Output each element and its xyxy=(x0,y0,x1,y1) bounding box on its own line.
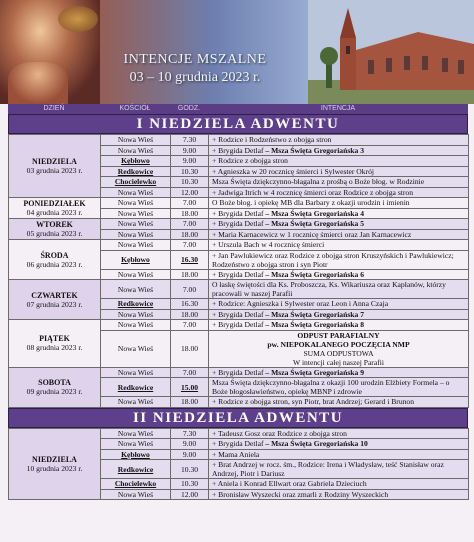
intention-cell: + Brygida Detlaf – Msza Święta Gregoriańska 10 xyxy=(209,439,469,450)
time-cell: 7.00 xyxy=(171,367,209,378)
intention-cell: + Jan Pawlukiewicz oraz Rodzice z obojga stron Kruszyńskich i Pawlukiewicz; Rodzeństwo z obojga stron i syn Piotr xyxy=(209,250,469,269)
day-cell xyxy=(9,320,101,368)
column-headers xyxy=(8,104,468,114)
table-row xyxy=(9,280,469,299)
day-name: NIEDZIELA xyxy=(32,454,77,464)
church-cell: Nowa Wieś xyxy=(101,367,171,378)
intention-cell: + Mama Aniela xyxy=(209,449,469,460)
gregorian-mass-label: – Msza Święta Gregoriańska 3 xyxy=(265,145,364,155)
day-cell xyxy=(9,428,101,500)
column-header-day: DZIEŃ xyxy=(43,105,65,112)
time-cell: 9.00 xyxy=(171,439,209,450)
intention-cell: + Jadwiga Itrich w 4 rocznicę śmierci oraz Rodzice z obojga stron xyxy=(209,187,469,198)
time-cell: 16.30 xyxy=(171,299,209,310)
church-cell: Nowa Wieś xyxy=(101,280,171,299)
column-header-church: KOŚCIÓŁ xyxy=(119,105,151,112)
church-cell: Nowa Wieś xyxy=(101,187,171,198)
intention-cell: O łaskę świętości dla Ks. Proboszcza, Ks. Wikariusza oraz Kapłanów, którzy pracowali w naszej Parafii xyxy=(209,280,469,299)
intention-cell: + Bronisław Wyszecki oraz zmarli z Rodziny Wyszeckich xyxy=(209,489,469,500)
intention-cell: + Rodzice z obojga stron, syn Piotr, brat Andrzej; Gerard i Brunon xyxy=(209,397,469,408)
church-cell: Nowa Wieś xyxy=(101,219,171,230)
time-cell: 9.00 xyxy=(171,145,209,156)
day-date: 06 grudnia 2023 r. xyxy=(26,259,83,269)
day-cell xyxy=(9,240,101,280)
church-cell: Nowa Wieś xyxy=(101,208,171,219)
intention-cell: + Brygida Detlaf – Msza Święta Gregoriańska 8 xyxy=(209,320,469,331)
church-cell: Nowa Wieś xyxy=(101,309,171,320)
intention-cell: + Aniela i Konrad Ellwart oraz Gabriela Dzieciuch xyxy=(209,479,469,490)
day-date: 05 grudnia 2023 r. xyxy=(26,229,83,238)
table-row xyxy=(9,428,469,439)
gregorian-mass-label: – Msza Święta Gregoriańska 7 xyxy=(265,309,364,319)
church-cell: Nowa Wieś xyxy=(101,145,171,156)
church-cell: Nowa Wieś xyxy=(101,229,171,240)
day-date: 07 grudnia 2023 r. xyxy=(26,299,83,309)
intention-cell: Msza Święta dziękczynno-błagalna z prośbą o Boże błog. w Rodzinie xyxy=(209,177,469,188)
time-cell: 7.00 xyxy=(171,198,209,209)
banner-date-range: 03 – 10 grudnia 2023 r. xyxy=(129,70,261,85)
time-cell: 18.00 xyxy=(171,330,209,367)
day-date: 03 grudnia 2023 r. xyxy=(26,166,83,175)
intention-line: pw. NIEPOKALANEGO POCZĘCIA NMP xyxy=(267,339,410,349)
intention-cell: + Brygida Detlaf – Msza Święta Gregoriańska 3 xyxy=(209,145,469,156)
church-cell: Redkowice xyxy=(101,166,171,177)
time-cell: 18.00 xyxy=(171,397,209,408)
church-cell: Chocielewko xyxy=(101,177,171,188)
intention-line: W intencji całej naszej Parafii xyxy=(293,357,384,367)
table-row xyxy=(9,240,469,251)
time-cell: 18.00 xyxy=(171,229,209,240)
day-cell xyxy=(9,198,101,219)
halo-decoration xyxy=(58,6,98,32)
time-cell: 10.30 xyxy=(171,460,209,479)
church-cell: Kębłowo xyxy=(101,449,171,460)
column-header-time: GODZ. xyxy=(177,105,201,112)
column-header-intention: INTENCJA xyxy=(320,105,356,112)
table-row xyxy=(9,320,469,331)
intention-cell: + Maria Karnacewicz w 1 rocznicę śmierci oraz Jan Karnacewicz xyxy=(209,229,469,240)
intention-cell: + Rodzice: Agnieszka i Sylwester oraz Leon i Anna Czaja xyxy=(209,299,469,310)
schedule-table xyxy=(8,428,469,501)
time-cell: 10.30 xyxy=(171,166,209,177)
intention-cell: + Brat Andrzej w rocz. śm., Rodzice: Irena i Władysław, teść Stanisław oraz Andrzej, Piotr i Dariusz xyxy=(209,460,469,479)
day-name: SOBOTA xyxy=(38,378,71,387)
gregorian-mass-label: – Msza Święta Gregoriańska 6 xyxy=(265,269,364,279)
church-cell: Nowa Wieś xyxy=(101,269,171,280)
day-cell xyxy=(9,280,101,320)
header-banner xyxy=(0,0,474,104)
day-date: 09 grudnia 2023 r. xyxy=(26,387,83,396)
intention-cell: Msza Święta dziękczynno-błagalna z okazji 100 urodzin Elżbiety Formela – o Boże błogosławieństwo, opiekę MBNP i zdrowie xyxy=(209,378,469,397)
schedule-table xyxy=(8,134,469,408)
day-name: PONIEDZIAŁEK xyxy=(23,199,86,208)
table-row xyxy=(9,219,469,230)
intention-cell: + Brygida Detlaf – Msza Święta Gregoriańska 4 xyxy=(209,208,469,219)
time-cell: 18.00 xyxy=(171,208,209,219)
church-image xyxy=(308,0,474,104)
table-row xyxy=(9,198,469,209)
time-cell: 9.00 xyxy=(171,156,209,167)
time-cell: 16.30 xyxy=(171,250,209,269)
intention-cell: O Boże błog. i opiekę MB dla Barbary z okazji urodzin i imienin xyxy=(209,198,469,209)
time-cell: 7.30 xyxy=(171,428,209,439)
time-cell: 7.00 xyxy=(171,219,209,230)
intention-cell: + Rodzice i Rodzeństwo z obojga stron xyxy=(209,135,469,146)
intention-line: SUMA ODPUSTOWA xyxy=(303,348,374,358)
intention-cell xyxy=(209,330,469,367)
time-cell: 15.00 xyxy=(171,378,209,397)
intention-cell: + Rodzice z obojga stron xyxy=(209,156,469,167)
gregorian-mass-label: – Msza Święta Gregoriańska 8 xyxy=(265,320,364,330)
time-cell: 18.00 xyxy=(171,269,209,280)
time-cell: 10.30 xyxy=(171,479,209,490)
section-title: II NIEDZIELA ADWENTU xyxy=(8,408,468,428)
time-cell: 9.00 xyxy=(171,449,209,460)
intentions-schedule xyxy=(8,114,468,542)
day-name: NIEDZIELA xyxy=(32,157,77,166)
intention-cell: + Brygida Detlaf – Msza Święta Gregoriańska 5 xyxy=(209,219,469,230)
church-cell: Redkowice xyxy=(101,299,171,310)
intention-cell: + Brygida Detlaf – Msza Święta Gregoriańska 9 xyxy=(209,367,469,378)
time-cell: 12.00 xyxy=(171,187,209,198)
church-cell: Nowa Wieś xyxy=(101,428,171,439)
time-cell: 10.30 xyxy=(171,177,209,188)
church-cell: Redkowice xyxy=(101,460,171,479)
day-name: PIĄTEK xyxy=(39,334,70,344)
church-cell: Nowa Wieś xyxy=(101,397,171,408)
time-cell: 18.00 xyxy=(171,309,209,320)
day-date: 10 grudnia 2023 r. xyxy=(26,463,83,473)
day-cell xyxy=(9,219,101,240)
church-cell: Chocielewko xyxy=(101,479,171,490)
time-cell: 7.00 xyxy=(171,240,209,251)
day-cell xyxy=(9,367,101,407)
day-name: WTOREK xyxy=(36,220,73,229)
gregorian-mass-label: – Msza Święta Gregoriańska 4 xyxy=(265,208,364,218)
intention-cell: + Tadeusz Gosz oraz Rodzice z obojga stron xyxy=(209,428,469,439)
day-date: 08 grudnia 2023 r. xyxy=(26,343,83,353)
day-name: CZWARTEK xyxy=(31,290,78,300)
church-cell: Nowa Wieś xyxy=(101,198,171,209)
day-name: ŚRODA xyxy=(40,250,69,260)
intention-cell: + Brygida Detlaf – Msza Święta Gregoriańska 7 xyxy=(209,309,469,320)
time-cell: 7.00 xyxy=(171,280,209,299)
day-cell xyxy=(9,135,101,198)
day-date: 04 grudnia 2023 r. xyxy=(26,208,83,217)
gregorian-mass-label: – Msza Święta Gregoriańska 9 xyxy=(265,367,364,377)
intention-cell: + Agnieszka w 20 rocznicę śmierci i Sylwester Okrój xyxy=(209,166,469,177)
gregorian-mass-label: – Msza Święta Gregoriańska 5 xyxy=(265,219,364,229)
intention-cell: + Brygida Detlaf – Msza Święta Gregoriańska 6 xyxy=(209,269,469,280)
intention-line: ODPUST PARAFIALNY xyxy=(297,330,380,340)
section-title: I NIEDZIELA ADWENTU xyxy=(8,114,468,134)
time-cell: 12.00 xyxy=(171,489,209,500)
church-cell: Nowa Wieś xyxy=(101,439,171,450)
church-cell: Nowa Wieś xyxy=(101,320,171,331)
church-cell: Nowa Wieś xyxy=(101,135,171,146)
church-cell: Nowa Wieś xyxy=(101,240,171,251)
church-cell: Kębłowo xyxy=(101,250,171,269)
church-cell: Nowa Wieś xyxy=(101,330,171,367)
church-cell: Redkowice xyxy=(101,378,171,397)
time-cell: 7.30 xyxy=(171,135,209,146)
banner-title: INTENCJE MSZALNE xyxy=(123,52,267,67)
table-row xyxy=(9,135,469,146)
time-cell: 7.00 xyxy=(171,320,209,331)
church-cell: Kębłowo xyxy=(101,156,171,167)
church-cell: Nowa Wieś xyxy=(101,489,171,500)
intention-cell: + Urszula Bach w 4 rocznicę śmierci xyxy=(209,240,469,251)
table-row xyxy=(9,367,469,378)
gregorian-mass-label: – Msza Święta Gregoriańska 10 xyxy=(265,439,368,449)
